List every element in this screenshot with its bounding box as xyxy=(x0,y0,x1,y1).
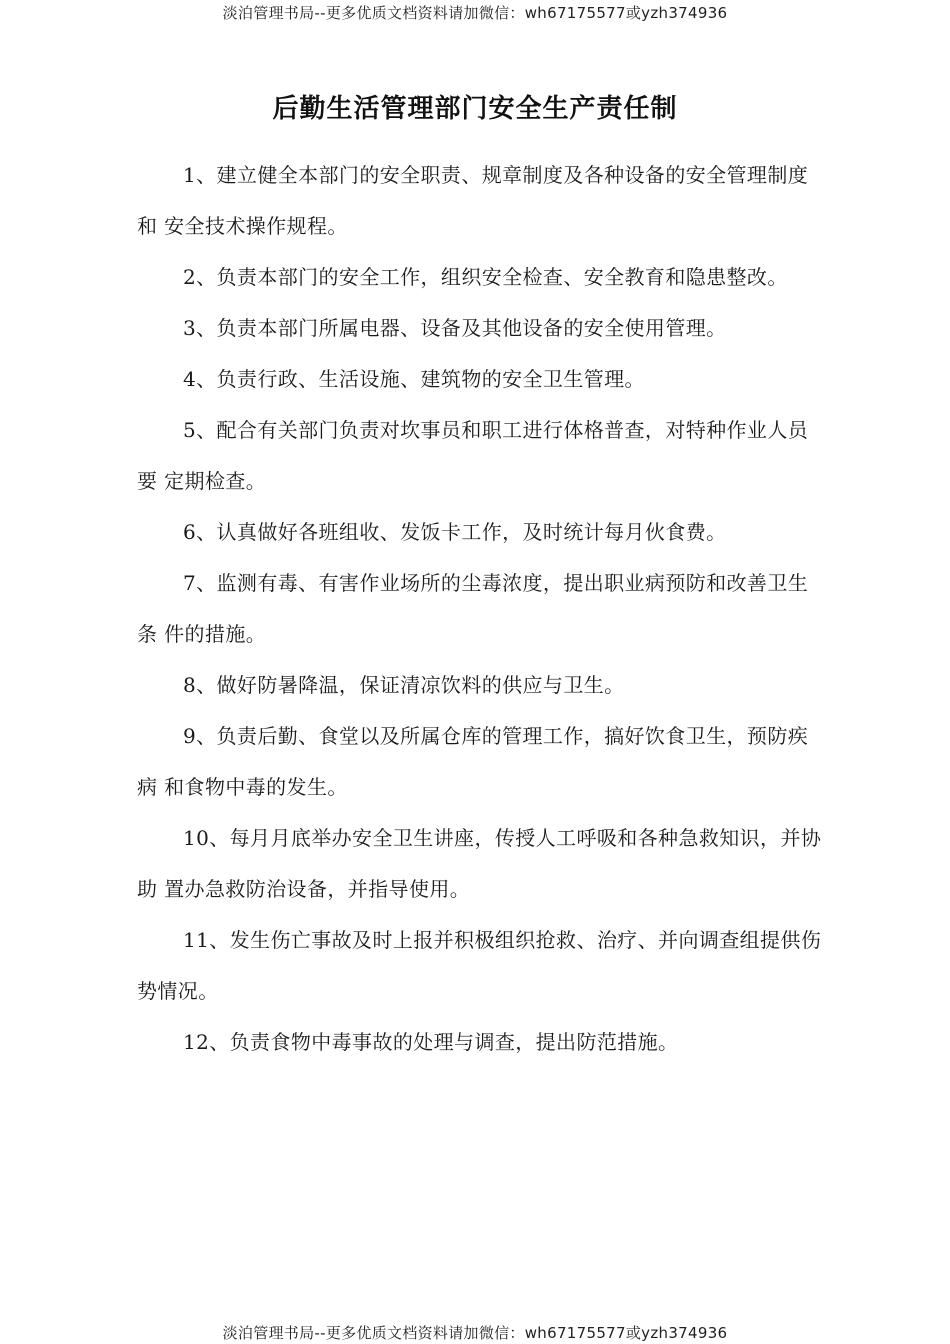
clause-7: 7、监测有毒、有害作业场所的尘毒浓度，提出职业病预防和改善卫生条 件的措施。 xyxy=(137,571,809,646)
document-title: 后勤生活管理部门安全生产责任制 xyxy=(272,94,678,124)
page-footer: 淡泊管理书局--更多优质文档资料请加微信：wh67175577或yzh374936 xyxy=(222,1324,728,1342)
clause-3: 3、负责本部门所属电器、设备及其他设备的安全使用管理。 xyxy=(183,316,727,340)
clause-1: 1、建立健全本部门的安全职责、规章制度及各种设备的安全管理制度和 安全技术操作规程。 xyxy=(137,163,809,238)
clause-2: 2、负责本部门的安全工作，组织安全检查、安全教育和隐患整改。 xyxy=(183,265,788,289)
clause-11: 11、发生伤亡事故及时上报并积极组织抢救、治疗、并向调查组提供伤势情况。 xyxy=(137,928,822,1003)
clause-6: 6、认真做好各班组收、发饭卡工作，及时统计每月伙食费。 xyxy=(183,520,727,544)
clause-5: 5、配合有关部门负责对坎事员和职工进行体格普查，对特种作业人员要 定期检查。 xyxy=(137,418,809,493)
clause-9: 9、负责后勤、食堂以及所属仓库的管理工作，搞好饮食卫生，预防疾病 和食物中毒的发生。 xyxy=(137,724,809,799)
clause-12: 12、负责食物中毒事故的处理与调查，提出防范措施。 xyxy=(183,1030,679,1054)
clause-4: 4、负责行政、生活设施、建筑物的安全卫生管理。 xyxy=(183,367,645,391)
clause-8: 8、做好防暑降温，保证清凉饮料的供应与卫生。 xyxy=(183,673,625,697)
document-body xyxy=(137,150,827,1068)
page-header: 淡泊管理书局--更多优质文档资料请加微信：wh67175577或yzh374936 xyxy=(222,4,728,22)
clause-10: 10、每月月底举办安全卫生讲座，传授人工呼吸和各种急救知识，并协助 置办急救防治设备，并指导使用。 xyxy=(137,826,822,901)
